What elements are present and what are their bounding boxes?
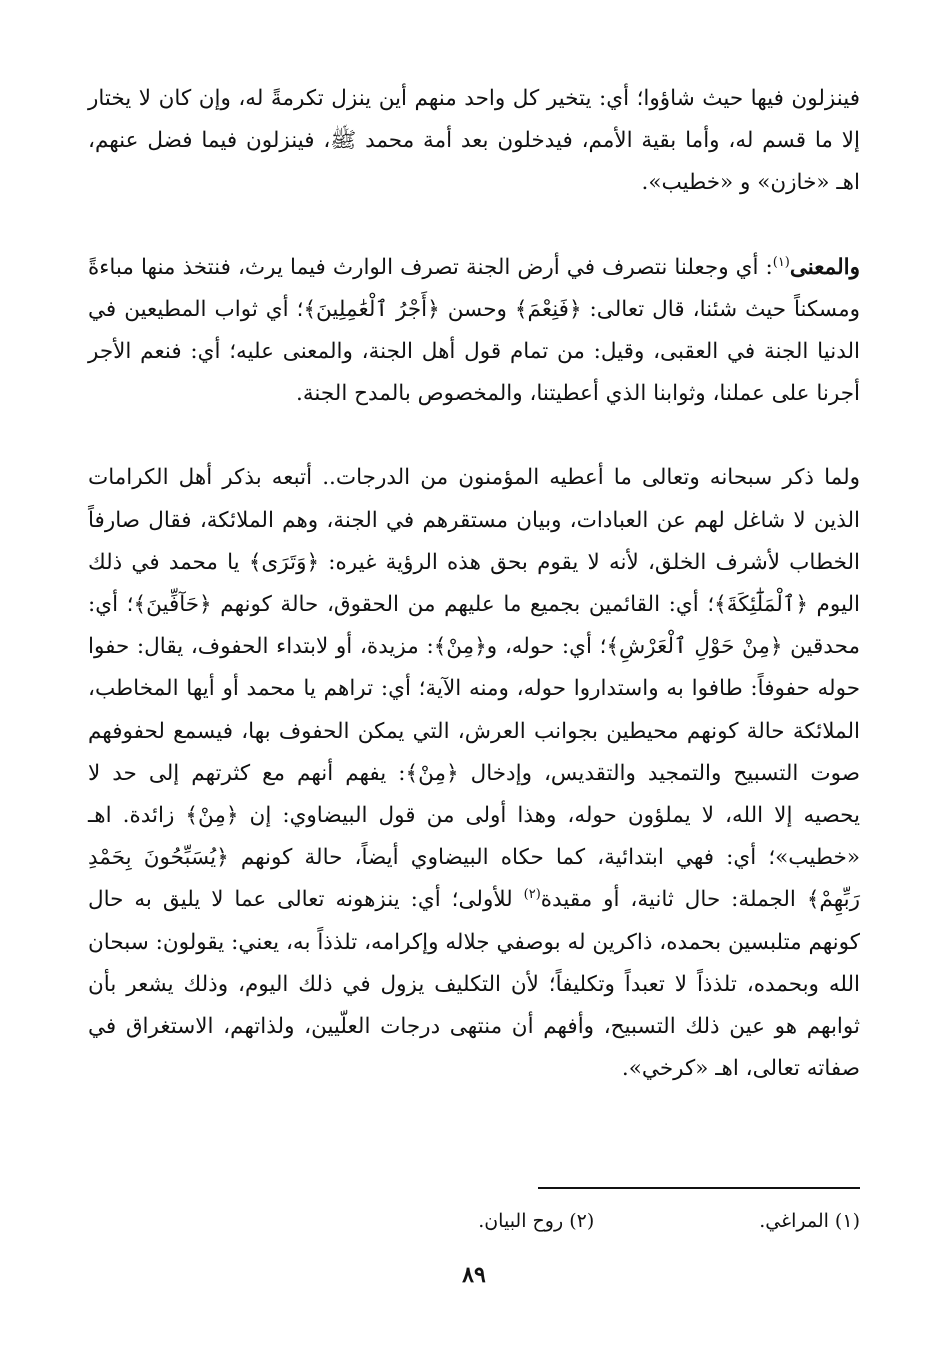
footnote-2: (٢) روح البيان. [478,1210,595,1232]
main-text [88,78,860,1090]
footnote-divider [538,1187,860,1189]
footnotes [300,1206,860,1236]
paragraph-1: فينزلون فيها حيث شاؤوا؛ أي: يتخير كل واحد منهم أين ينزل تكرمةً له، وإن كان لا يختار إلا ما قسم له، وأما بقية الأمم، فيدخلون بعد أمة محمد ﷺ، فينزلون فيما فضل عنهم، اهـ «خازن» و «خطيب». [88,86,860,196]
paragraph-3 [88,457,860,1090]
paragraph-3-text-b: للأولى؛ أي: ينزهونه تعالى عما لا يليق به حال كونهم متلبسين بحمده، ذاكرين له بوصفي جلاله وإكرامه، تلذذاً به، يعني: يقولون: سبحان الله وبحمده، تلذذاً لا تعبداً وتكليفاً؛ لأن التكليف يزول في ذلك اليوم، وذلك يشعر بأن ثوابهم هو عين ذلك التسبيح، وأفهم أن منتهى درجات العلّيين، ولذاتهم، الاستغراق في صفاته تعالى، اهـ «كرخي». [88,887,860,1082]
paragraph-spacer [88,205,860,247]
paragraph-spacer [88,415,860,457]
paragraph-2 [88,247,860,416]
footnote-ref-2: (٢) [523,887,541,903]
paragraph-2-lead: والمعنى [789,254,860,280]
page-number: ٨٩ [462,1262,486,1288]
paragraph-3-text-a: ولما ذكر سبحانه وتعالى ما أعطيه المؤمنون من الدرجات.. أتبعه بذكر أهل الكرامات الذين لا شاغل لهم عن العبادات، وبيان مستقرهم في الجنة، وهم الملائكة، فقال صارفاً الخطاب لأشرف الخلق، لأنه لا يقوم بحق هذه الرؤية غيره: ﴿وَتَرَى﴾ يا محمد في ذلك اليوم ﴿ٱلْمَلَٰٓئِكَةَ﴾؛ أي: القائمين بجميع ما عليهم من الحقوق، حالة كونهم ﴿حَآفِّينَ﴾؛ أي: محدقين ﴿مِنْ حَوْلِ ٱلْعَرْشِ﴾؛ أي: حوله، و﴿مِنْ﴾: مزيدة، أو لابتداء الحفوف، يقال: حفوا حوله حفوفاً: طافوا به واستداروا حوله، ومنه الآية؛ أي: تراهم يا محمد أو أيها المخاطب، الملائكة حالة كونهم محيطين بجوانب العرش، التي يمكن الحفوف بها، فيسمع لحفوفهم صوت التسبيح والتمجيد والتقديس، وإدخال ﴿مِنْ﴾: يفهم أنهم مع كثرتهم إلى حد لا يحصيه إلا الله، لا يملؤون حوله، وهذا أولى من قول البيضاوي: إن ﴿مِنْ﴾ زائدة. اهـ «خطيب»؛ أي: فهي ابتدائية، كما حكاه البيضاوي أيضاً، حالة كونهم ﴿يُسَبِّحُونَ بِحَمْدِ رَبِّهِمْ﴾ الجملة: حال ثانية، أو مقيدة [88,465,861,913]
footnote-1: (١) المراغي. [759,1210,860,1232]
paragraph-2-text: : أي وجعلنا نتصرف في أرض الجنة تصرف الوارث فيما يرث، فنتخذ منها مباءةً ومسكناً حيث شئنا، قال تعالى: ﴿فَنِعْمَ﴾ وحسن ﴿أَجْرُ ٱلْعَٰمِلِينَ﴾؛ أي ثواب المطيعين في الدنيا الجنة في العقبى، وقيل: من تمام قول أهل الجنة، والمعنى عليه؛ أي: فنعم الأجر أجرنا على عملنا، وثوابنا الذي أعطيتنا، والمخصوص بالمدح الجنة. [88,254,860,407]
footnote-ref-1: (١) [772,254,790,270]
